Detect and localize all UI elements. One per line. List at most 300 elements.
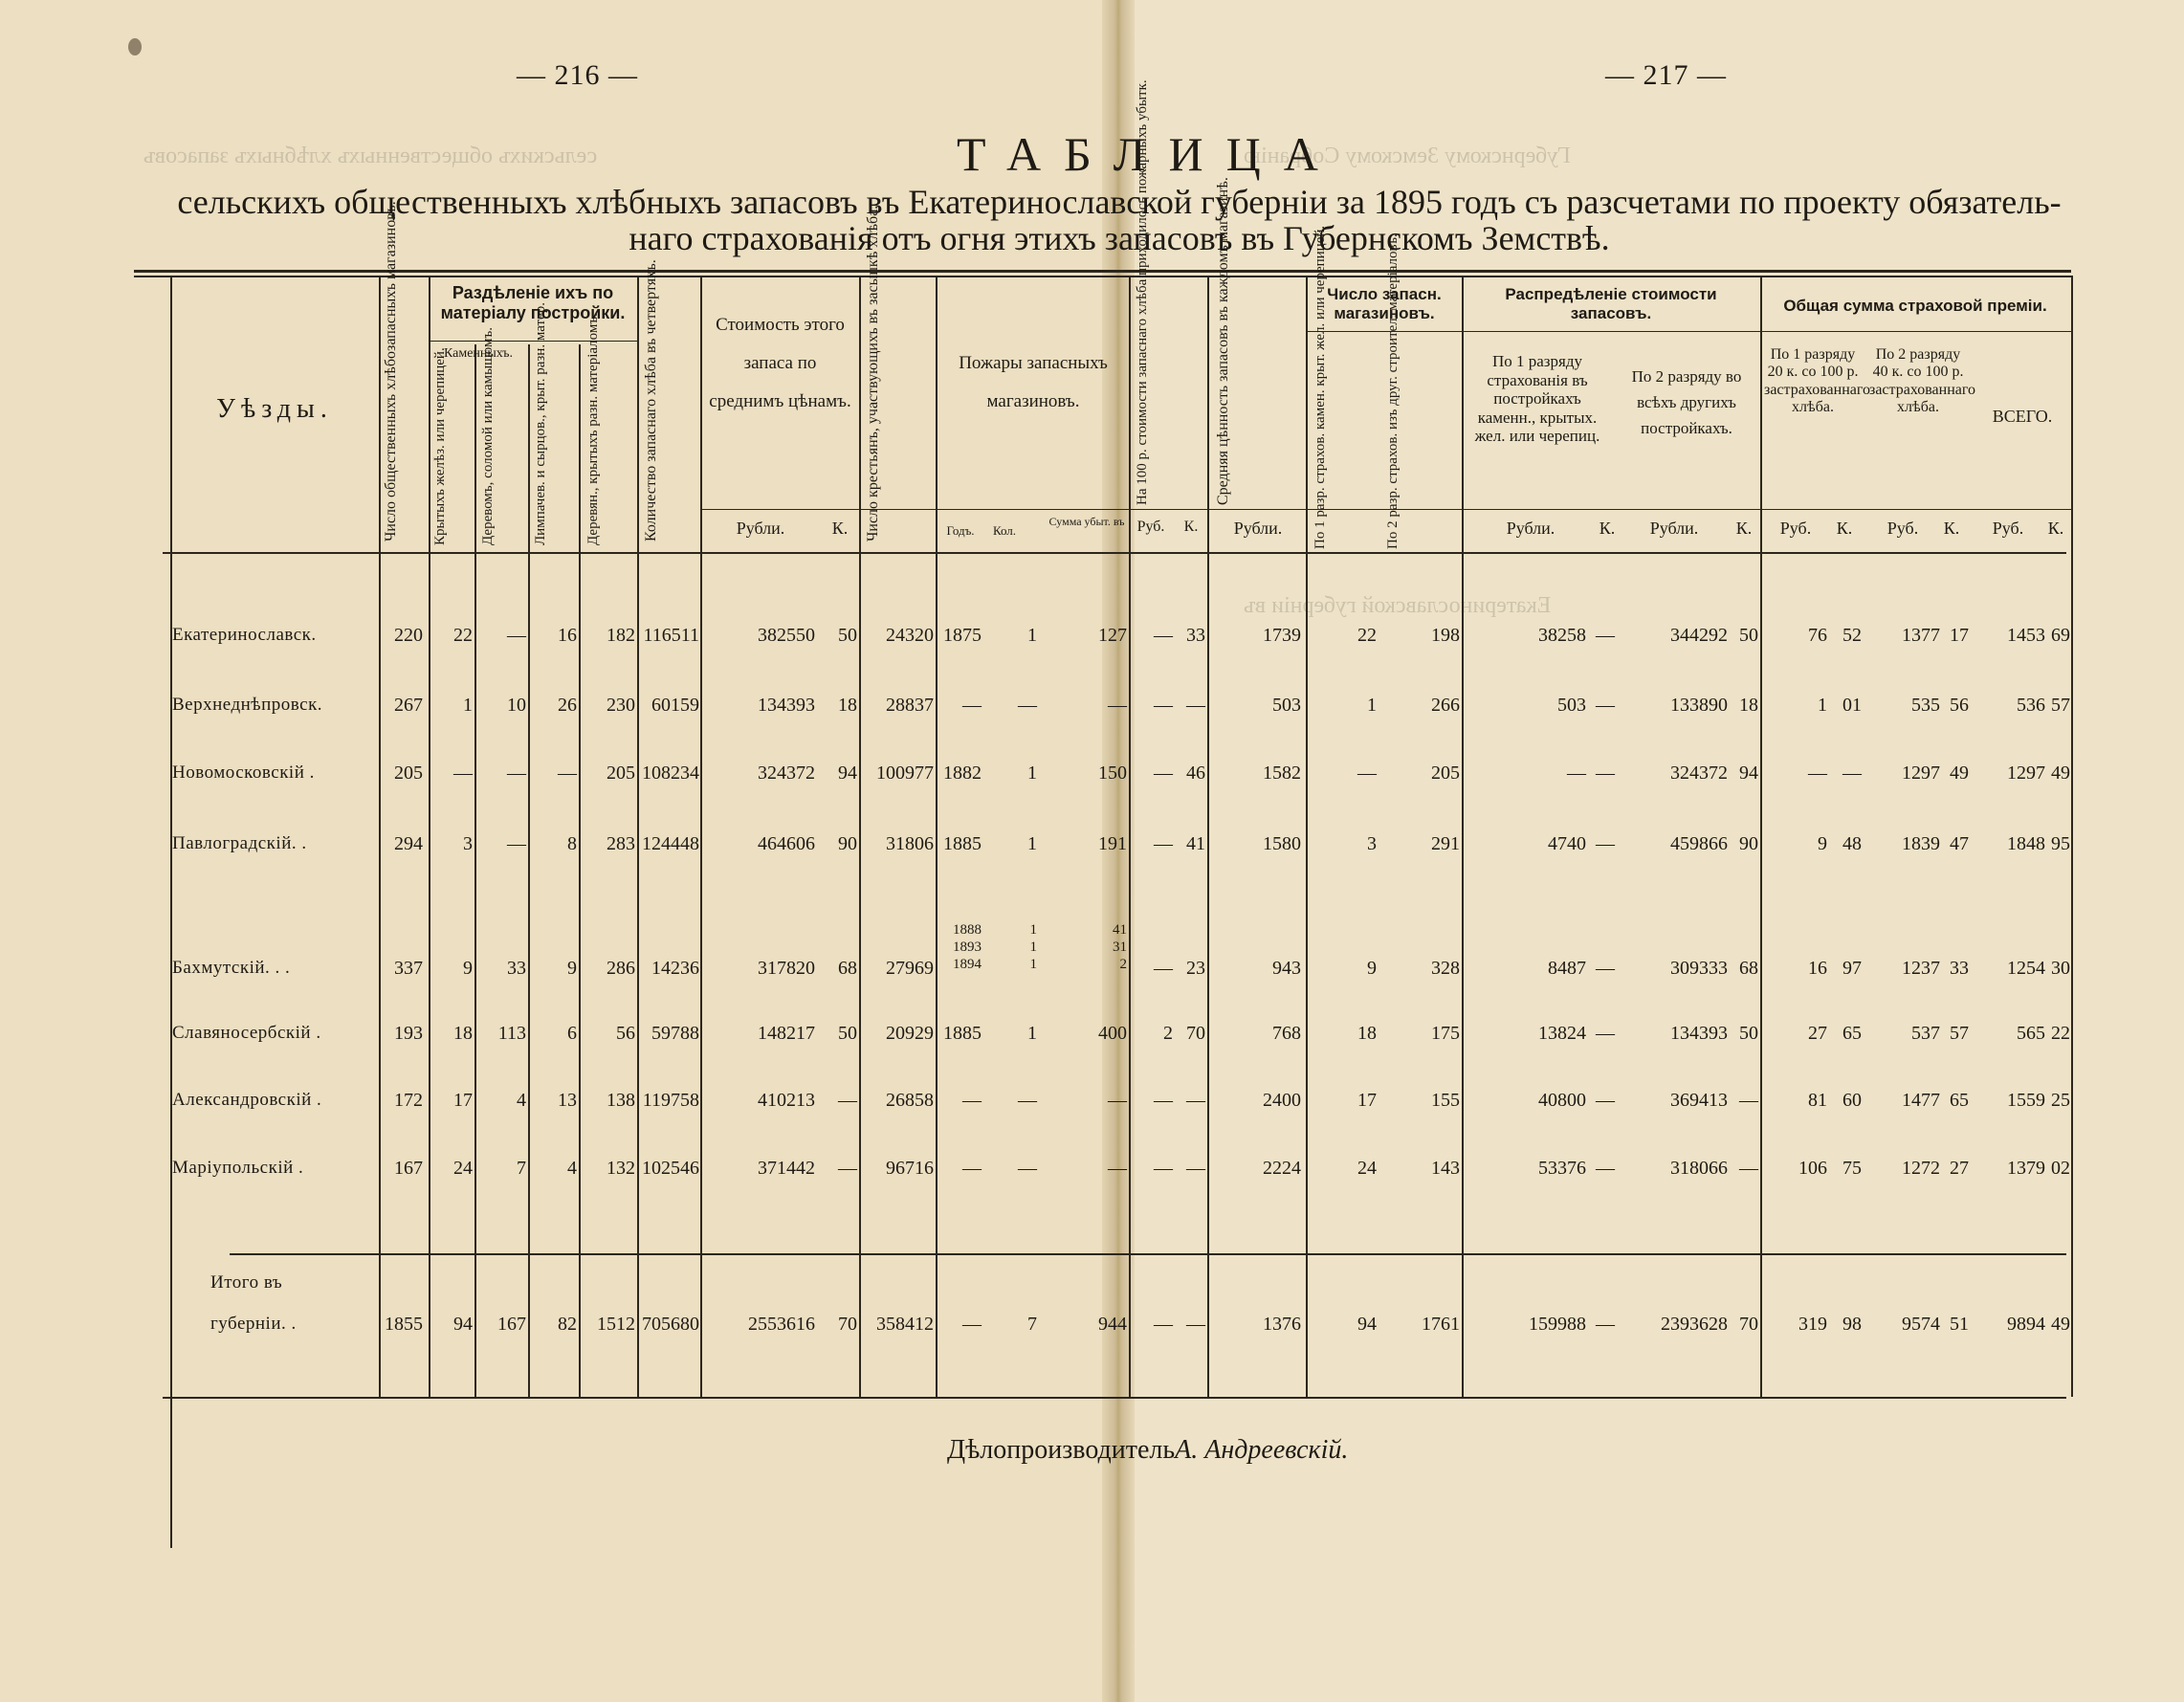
header-division: Раздѣленіе ихъ по матеріалу постройки. — [440, 283, 626, 322]
table-cell-pr: — — [1154, 958, 1173, 979]
table-cell-d2k: 90 — [1739, 833, 1758, 854]
table-cell-n: 294 — [394, 833, 423, 854]
table-cell-p: 28837 — [886, 695, 934, 716]
table-cell-avg: 1580 — [1263, 833, 1301, 854]
table-cell-p: 27969 — [886, 958, 934, 979]
page-title: ТАБЛИЦА — [957, 127, 1341, 181]
header-wooden: Деревян., крытыхъ разн. матеріаломъ. — [585, 313, 601, 545]
total-cell-c1: 94 — [1357, 1314, 1377, 1335]
table-cell-p2r: 1297 — [1902, 763, 1940, 784]
page-number-right: — 217 — — [1605, 59, 1727, 91]
header-fire-loss: Сумма убыт. въ — [1048, 515, 1125, 528]
table-cell-c1: 17 — [1357, 1090, 1377, 1111]
table-cell-d2k: — — [1739, 1158, 1758, 1179]
table-cell-tr: 1297 — [2007, 763, 2045, 784]
table-cell-p: 20929 — [886, 1023, 934, 1044]
table-cell-pr: — — [1154, 1090, 1173, 1111]
table-cell-q: 119758 — [642, 1090, 699, 1111]
table-cell-n: 193 — [394, 1023, 423, 1044]
table-cell-p1k: 97 — [1842, 958, 1862, 979]
table-cell-avg: 943 — [1272, 958, 1301, 979]
table-cell-s1: 1 — [463, 695, 473, 716]
total-cell-p2r: 9574 — [1902, 1314, 1940, 1335]
table-cell-s1: 17 — [453, 1090, 473, 1111]
signature-name: А. Андреевскій. — [1175, 1435, 1349, 1465]
table-cell-pr: — — [1154, 1158, 1173, 1179]
table-cell-d1k: — — [1596, 625, 1615, 646]
table-cell-c1: 22 — [1357, 625, 1377, 646]
signature-label: Дѣлопроизводитель — [947, 1435, 1176, 1465]
table-cell-tk: 95 — [2051, 833, 2070, 854]
total-cell-tr: 9894 — [2007, 1314, 2045, 1335]
district-name: Александровскій . — [172, 1090, 322, 1110]
table-cell-d2k: — — [1739, 1090, 1758, 1111]
table-cell-s1: 18 — [453, 1023, 473, 1044]
table-cell-a: 16 — [558, 625, 577, 646]
total-cell-d1k: — — [1596, 1314, 1615, 1335]
table-cell-vr: 134393 — [758, 695, 815, 716]
table-cell-avg: 768 — [1272, 1023, 1301, 1044]
table-cell-vr: 410213 — [758, 1090, 815, 1111]
column-line — [936, 276, 938, 1397]
table-cell-pk: 46 — [1186, 763, 1205, 784]
table-cell-vr: 317820 — [758, 958, 815, 979]
header-prem1: По 1 разряду 20 к. со 100 р. застрахованнаго хлѣба. — [1764, 346, 1871, 416]
total-cell-pr: — — [1154, 1314, 1173, 1335]
table-cell-vk: 94 — [838, 763, 857, 784]
table-cell-p: 96716 — [886, 1158, 934, 1179]
table-cell-d2k: 18 — [1739, 695, 1758, 716]
column-line — [528, 344, 530, 1397]
table-cell-p2k: 49 — [1950, 763, 1969, 784]
table-cell-fl: 127 — [1098, 625, 1127, 646]
table-cell-tk: 02 — [2051, 1158, 2070, 1179]
header-stone-wood: Деревомъ, соломой или камышомъ. — [480, 327, 496, 545]
table-cell-fy: 1882 — [943, 763, 982, 784]
table-cell-pk: 70 — [1186, 1023, 1205, 1044]
bleed-through: сельскихъ общественныхъ хлѣбныхъ запасовъ — [143, 144, 598, 168]
header-dist1-rubles: Рубли. — [1506, 519, 1555, 538]
table-cell-p2r: 535 — [1911, 695, 1940, 716]
header-bottom-rule — [163, 552, 2066, 554]
table-cell-avg: 1739 — [1263, 625, 1301, 646]
header-per100: На 100 р. стоимости запаснаго хлѣба приходилось пожарныхъ убытк. — [1135, 79, 1150, 505]
total-cell-vk: 70 — [838, 1314, 857, 1335]
table-cell-fc: 1 1 1 — [1029, 922, 1037, 972]
table-cell-d1k: — — [1596, 763, 1615, 784]
table-cell-fc: 1 — [1027, 833, 1037, 854]
header-stone: Каменныхъ. — [443, 346, 514, 361]
table-cell-p2r: 1839 — [1902, 833, 1940, 854]
table-cell-p1k: 48 — [1842, 833, 1862, 854]
district-name: Верхнеднѣпровск. — [172, 695, 323, 715]
table-cell-vr: 324372 — [758, 763, 815, 784]
total-cell-fc: 7 — [1027, 1314, 1037, 1335]
district-name: Славяносербскій . — [172, 1023, 321, 1043]
total-cell-w: 1512 — [597, 1314, 635, 1335]
table-cell-pk: 23 — [1186, 958, 1205, 979]
table-cell-c2: 205 — [1431, 763, 1460, 784]
district-name: Павлоградскій. . — [172, 833, 307, 853]
table-cell-q: 60159 — [651, 695, 699, 716]
table-cell-s1: — — [453, 763, 473, 784]
header-dist2-kop: К. — [1735, 519, 1753, 538]
column-line — [579, 344, 581, 1397]
header-prem2: По 2 разряду 40 к. со 100 р. застрахованнаго хлѣба. — [1869, 346, 1976, 416]
table-cell-tr: 1848 — [2007, 833, 2045, 854]
total-cell-s2: 167 — [497, 1314, 526, 1335]
table-top-rule — [134, 276, 2071, 277]
table-cell-d2k: 50 — [1739, 625, 1758, 646]
table-cell-tr: 536 — [2017, 695, 2045, 716]
header-avg-rubles: Рубли. — [1233, 519, 1283, 538]
table-cell-s2: 113 — [497, 1023, 526, 1044]
column-line — [474, 344, 476, 1397]
total-cell-p1k: 98 — [1842, 1314, 1862, 1335]
table-cell-vr: 382550 — [758, 625, 815, 646]
table-cell-pr: 2 — [1163, 1023, 1173, 1044]
table-cell-fl: 150 — [1098, 763, 1127, 784]
table-cell-s1: 3 — [463, 833, 473, 854]
table-cell-a: 13 — [558, 1090, 577, 1111]
table-cell-tr: 1254 — [2007, 958, 2045, 979]
table-cell-c1: 9 — [1367, 958, 1377, 979]
total-cell-fl: 944 — [1098, 1314, 1127, 1335]
table-cell-w: 56 — [616, 1023, 635, 1044]
table-cell-p2k: 27 — [1950, 1158, 1969, 1179]
page-subtitle-line1: сельскихъ общественныхъ хлѣбныхъ запасовъ въ Екатеринославской губерніи за 1895 годъ съ разсчетами по проекту обязатель- — [177, 183, 2062, 221]
table-cell-d2: 344292 — [1670, 625, 1728, 646]
table-cell-p1k: 75 — [1842, 1158, 1862, 1179]
table-cell-d1k: — — [1596, 958, 1615, 979]
total-cell-fy: — — [962, 1314, 982, 1335]
header-avg-value: Средняя цѣнность запасовъ въ каждомъ магазинѣ. — [1215, 177, 1231, 505]
table-cell-fy: 1885 — [943, 833, 982, 854]
table-cell-c1: 3 — [1367, 833, 1377, 854]
table-cell-s2: 7 — [517, 1158, 526, 1179]
total-cell-p: 358412 — [876, 1314, 934, 1335]
table-cell-a: 9 — [567, 958, 577, 979]
total-cell-d1: 159988 — [1529, 1314, 1586, 1335]
table-cell-p1r: 76 — [1808, 625, 1827, 646]
ink-stain — [128, 38, 142, 55]
table-cell-w: 283 — [607, 833, 635, 854]
column-line — [2071, 276, 2073, 1397]
table-cell-d2: 318066 — [1670, 1158, 1728, 1179]
table-cell-s2: — — [507, 625, 526, 646]
table-cell-s2: 10 — [507, 695, 526, 716]
table-cell-n: 337 — [394, 958, 423, 979]
table-cell-tr: 1559 — [2007, 1090, 2045, 1111]
signature-line — [947, 1435, 1348, 1466]
table-cell-q: 108234 — [642, 763, 699, 784]
table-cell-pr: — — [1154, 833, 1173, 854]
table-cell-q: 59788 — [651, 1023, 699, 1044]
header-dist1-kop: К. — [1599, 519, 1616, 538]
table-cell-d1: 13824 — [1538, 1023, 1586, 1044]
table-cell-fl: 41 31 2 — [1113, 922, 1127, 972]
header-fire-count: Кол. — [992, 523, 1017, 538]
table-cell-c2: 155 — [1431, 1090, 1460, 1111]
table-cell-fc: 1 — [1027, 1023, 1037, 1044]
table-cell-d1: 40800 — [1538, 1090, 1586, 1111]
table-cell-vr: 371442 — [758, 1158, 815, 1179]
table-cell-vr: 464606 — [758, 833, 815, 854]
bleed-through: Губернскому Земскому Собранію — [1244, 144, 1571, 168]
table-top-rule — [134, 270, 2071, 273]
table-cell-s2: 33 — [507, 958, 526, 979]
header-class2: По 2 разр. страхов. изъ друг. строител. матеріаловъ. — [1385, 233, 1401, 549]
table-cell-p1r: 81 — [1808, 1090, 1827, 1111]
table-cell-n: 267 — [394, 695, 423, 716]
table-cell-c2: 143 — [1431, 1158, 1460, 1179]
table-cell-vk: 50 — [838, 1023, 857, 1044]
table-cell-vk: 90 — [838, 833, 857, 854]
table-cell-avg: 503 — [1272, 695, 1301, 716]
table-cell-p2k: 57 — [1950, 1023, 1969, 1044]
table-cell-d1: 38258 — [1538, 625, 1586, 646]
table-cell-p1r: — — [1808, 763, 1827, 784]
table-cell-s1: 22 — [453, 625, 473, 646]
total-cell-s1: 94 — [453, 1314, 473, 1335]
table-cell-a: 8 — [567, 833, 577, 854]
table-cell-s1: 9 — [463, 958, 473, 979]
table-cell-d2: 324372 — [1670, 763, 1728, 784]
header-dist1: По 1 разряду страхованія въ постройкахъ каменн., крытых. жел. или черепиц. — [1474, 352, 1600, 446]
header-prem1-kop: К. — [1836, 519, 1853, 538]
table-cell-fy: — — [962, 1158, 982, 1179]
column-line — [170, 276, 172, 1548]
table-cell-a: — — [558, 763, 577, 784]
table-cell-avg: 2224 — [1263, 1158, 1301, 1179]
table-cell-n: 172 — [394, 1090, 423, 1111]
total-cell-n: 1855 — [385, 1314, 423, 1335]
table-cell-fl: — — [1108, 1090, 1127, 1111]
table-cell-c2: 175 — [1431, 1023, 1460, 1044]
total-cell-c2: 1761 — [1422, 1314, 1460, 1335]
table-cell-fl: 191 — [1098, 833, 1127, 854]
total-cell-q: 705680 — [642, 1314, 699, 1335]
total-cell-a: 82 — [558, 1314, 577, 1335]
table-cell-pk: — — [1186, 1158, 1205, 1179]
table-cell-p2r: 537 — [1911, 1023, 1940, 1044]
table-cell-w: 182 — [607, 625, 635, 646]
total-cell-p2k: 51 — [1950, 1314, 1969, 1335]
header-adobe: Лимпачев. и сырцов., крыт. разн. матер. — [533, 302, 548, 545]
header-fire-year: Годъ. — [946, 523, 975, 538]
header-total-kop: К. — [2047, 519, 2064, 538]
table-cell-fc: — — [1018, 1158, 1037, 1179]
header-fires: Пожары запасныхъ магазиновъ. — [959, 353, 1108, 411]
table-cell-d1k: — — [1596, 1158, 1615, 1179]
header-distribution: Распредѣленіе стоимости запасовъ. — [1505, 285, 1717, 322]
total-cell-d2k: 70 — [1739, 1314, 1758, 1335]
header-per100-rub: Руб. — [1136, 519, 1165, 535]
table-cell-d2: 134393 — [1670, 1023, 1728, 1044]
total-rule — [230, 1253, 2066, 1255]
table-cell-s1: 24 — [453, 1158, 473, 1179]
header-prem2-kop: К. — [1943, 519, 1960, 538]
table-cell-c2: 291 — [1431, 833, 1460, 854]
total-label: губерніи. . — [210, 1314, 297, 1334]
table-cell-c2: 198 — [1431, 625, 1460, 646]
table-cell-p: 26858 — [886, 1090, 934, 1111]
table-cell-c1: 1 — [1367, 695, 1377, 716]
table-cell-p2r: 1237 — [1902, 958, 1940, 979]
table-bottom-rule — [163, 1397, 2066, 1399]
table-cell-p1r: 27 — [1808, 1023, 1827, 1044]
table-cell-p2k: 47 — [1950, 833, 1969, 854]
table-cell-d2k: 68 — [1739, 958, 1758, 979]
table-cell-pk: — — [1186, 695, 1205, 716]
table-cell-avg: 1582 — [1263, 763, 1301, 784]
table-cell-d1: 4740 — [1548, 833, 1586, 854]
table-cell-fy: — — [962, 1090, 982, 1111]
table-cell-d2: 459866 — [1670, 833, 1728, 854]
table-cell-p1r: 9 — [1818, 833, 1827, 854]
table-cell-d1: 53376 — [1538, 1158, 1586, 1179]
total-cell-d2: 2393628 — [1661, 1314, 1728, 1335]
table-cell-n: 220 — [394, 625, 423, 646]
table-cell-fc: — — [1018, 1090, 1037, 1111]
table-cell-p1k: 52 — [1842, 625, 1862, 646]
table-cell-fl: — — [1108, 1158, 1127, 1179]
table-cell-s2: — — [507, 833, 526, 854]
header-class1: По 1 разр. страхов. камен. крыт. жел. или черепицей. — [1313, 225, 1328, 549]
table-cell-p: 24320 — [886, 625, 934, 646]
header-total-rub: Руб. — [1992, 519, 2024, 538]
total-cell-avg: 1376 — [1263, 1314, 1301, 1335]
total-cell-tk: 49 — [2051, 1314, 2070, 1335]
district-name: Новомосковскій . — [172, 763, 315, 783]
table-cell-p2k: 65 — [1950, 1090, 1969, 1111]
district-name: Маріупольскій . — [172, 1158, 304, 1178]
table-cell-p2k: 33 — [1950, 958, 1969, 979]
header-dist2: По 2 разряду во всѣхъ другихъ постройкахъ. — [1631, 367, 1742, 438]
table-cell-tr: 1379 — [2007, 1158, 2045, 1179]
district-name: Бахмутскій. . . — [172, 958, 291, 978]
header-dist2-rubles: Рубли. — [1649, 519, 1699, 538]
table-cell-a: 4 — [567, 1158, 577, 1179]
table-cell-fl: 400 — [1098, 1023, 1127, 1044]
table-cell-a: 6 — [567, 1023, 577, 1044]
table-cell-w: 230 — [607, 695, 635, 716]
header-total: ВСЕГО. — [1992, 407, 2053, 426]
table-cell-tr: 565 — [2017, 1023, 2045, 1044]
table-cell-tk: 25 — [2051, 1090, 2070, 1111]
total-cell-pk: — — [1186, 1314, 1205, 1335]
table-cell-c1: 18 — [1357, 1023, 1377, 1044]
table-cell-p2r: 1377 — [1902, 625, 1940, 646]
table-cell-fc: 1 — [1027, 763, 1037, 784]
table-cell-tk: 30 — [2051, 958, 2070, 979]
header-prem2-rub: Руб. — [1886, 519, 1919, 538]
table-cell-vk: — — [838, 1090, 857, 1111]
table-cell-w: 286 — [607, 958, 635, 979]
table-cell-pk: 33 — [1186, 625, 1205, 646]
table-cell-s2: — — [507, 763, 526, 784]
table-cell-fl: — — [1108, 695, 1127, 716]
total-cell-vr: 2553616 — [748, 1314, 815, 1335]
table-cell-pr: — — [1154, 625, 1173, 646]
total-label: Итого въ — [210, 1272, 283, 1293]
table-cell-vk: 68 — [838, 958, 857, 979]
header-uezdy: Уѣзды. — [216, 394, 333, 424]
table-cell-p1k: 65 — [1842, 1023, 1862, 1044]
table-cell-vk: 18 — [838, 695, 857, 716]
table-cell-tk: 57 — [2051, 695, 2070, 716]
table-cell-p1k: 01 — [1842, 695, 1862, 716]
table-cell-a: 26 — [558, 695, 577, 716]
header-stone-iron: Крытыхъ желѣз. или черепицей. — [432, 347, 448, 545]
table-cell-p: 31806 — [886, 833, 934, 854]
table-cell-d2k: 94 — [1739, 763, 1758, 784]
table-cell-vk: 50 — [838, 625, 857, 646]
table-cell-w: 132 — [607, 1158, 635, 1179]
table-cell-c1: — — [1357, 763, 1377, 784]
page-number-left: — 216 — — [517, 59, 638, 91]
table-cell-q: 116511 — [643, 625, 699, 646]
table-cell-d2: 309333 — [1670, 958, 1728, 979]
table-cell-p2k: 56 — [1950, 695, 1969, 716]
table-cell-fc: — — [1018, 695, 1037, 716]
table-cell-p1r: 1 — [1818, 695, 1827, 716]
table-cell-fc: 1 — [1027, 625, 1037, 646]
table-cell-n: 167 — [394, 1158, 423, 1179]
table-cell-d1k: — — [1596, 833, 1615, 854]
table-cell-fy: — — [962, 695, 982, 716]
header-peasants: Число крестьянъ, участвующихъ въ засыпкѣ хлѣба. — [865, 205, 881, 542]
table-cell-c2: 328 — [1431, 958, 1460, 979]
table-cell-p2k: 17 — [1950, 625, 1969, 646]
table-cell-p2r: 1272 — [1902, 1158, 1940, 1179]
table-cell-s2: 4 — [517, 1090, 526, 1111]
table-cell-p1r: 106 — [1798, 1158, 1827, 1179]
table-cell-p1r: 16 — [1808, 958, 1827, 979]
table-cell-c1: 24 — [1357, 1158, 1377, 1179]
table-cell-avg: 2400 — [1263, 1090, 1301, 1111]
table-cell-d1k: — — [1596, 695, 1615, 716]
table-cell-tk: 49 — [2051, 763, 2070, 784]
total-cell-p1r: 319 — [1798, 1314, 1827, 1335]
table-cell-pr: — — [1154, 695, 1173, 716]
header-num-stores: Число общественныхъ хлѣбозапасныхъ магазиновъ. — [383, 201, 399, 542]
table-cell-w: 205 — [607, 763, 635, 784]
table-cell-tr: 1453 — [2007, 625, 2045, 646]
bleed-through: Екатеринославской губерніи въ — [1244, 593, 1552, 618]
district-name: Екатеринославск. — [172, 625, 317, 645]
table-cell-pr: — — [1154, 763, 1173, 784]
table-cell-fy: 1875 — [943, 625, 982, 646]
header-value-kop: К. — [831, 519, 849, 538]
table-cell-n: 205 — [394, 763, 423, 784]
header-rule — [1306, 331, 2071, 332]
table-cell-w: 138 — [607, 1090, 635, 1111]
page-subtitle-line2: наго страхованія отъ огня этихъ запасовъ въ Губернскомъ Земствѣ. — [629, 219, 1610, 257]
table-cell-vr: 148217 — [758, 1023, 815, 1044]
table-cell-d2: 133890 — [1670, 695, 1728, 716]
header-premium: Общая сумма страховой преміи. — [1783, 297, 2047, 315]
table-cell-tk: 22 — [2051, 1023, 2070, 1044]
header-prem1-rub: Руб. — [1779, 519, 1812, 538]
table-cell-tk: 69 — [2051, 625, 2070, 646]
table-cell-vk: — — [838, 1158, 857, 1179]
table-cell-q: 14236 — [651, 958, 699, 979]
table-cell-fy: 1888 1893 1894 — [953, 922, 982, 972]
table-cell-d1k: — — [1596, 1090, 1615, 1111]
table-cell-p1k: — — [1842, 763, 1862, 784]
table-cell-pk: 41 — [1186, 833, 1205, 854]
